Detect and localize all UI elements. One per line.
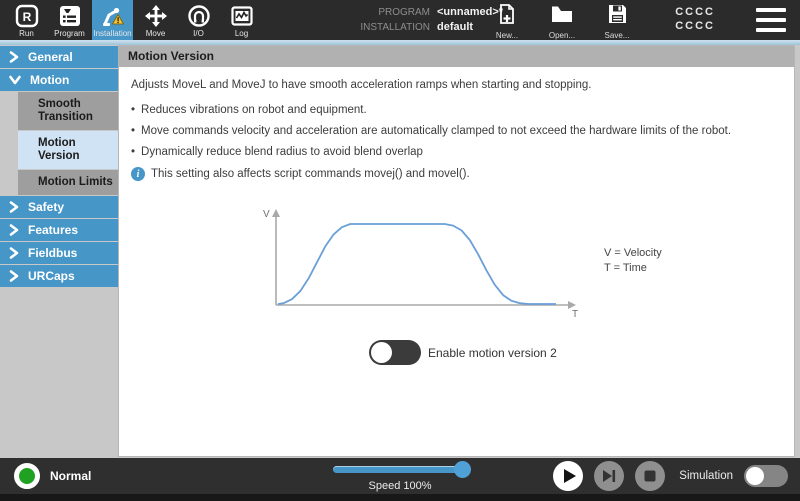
sidebar-item-features-label: Features bbox=[28, 223, 79, 237]
play-button[interactable] bbox=[553, 461, 583, 491]
robot-status[interactable] bbox=[14, 463, 91, 489]
legend-time: T = Time bbox=[604, 261, 647, 274]
step-forward-icon bbox=[602, 469, 616, 483]
step-button[interactable] bbox=[594, 461, 624, 491]
tab-log[interactable] bbox=[221, 0, 262, 40]
bottom-bar bbox=[0, 458, 800, 501]
simulation-label: Simulation bbox=[679, 470, 733, 482]
panel-body bbox=[119, 67, 794, 456]
speed-control bbox=[325, 461, 475, 492]
status-green-dot bbox=[14, 463, 40, 489]
sidebar-subitem-smooth-transition[interactable]: Smooth Transition bbox=[18, 92, 118, 130]
program-info bbox=[352, 6, 503, 34]
chevron-right-icon bbox=[9, 224, 19, 236]
sidebar-item-motion-label: Motion bbox=[30, 73, 70, 87]
intro-text: Adjusts MoveL and MoveJ to have smooth acceleration ramps when starting and stopping. bbox=[131, 79, 592, 91]
motion-version-panel bbox=[118, 45, 795, 457]
open-button[interactable] bbox=[543, 3, 581, 40]
io-plug-icon bbox=[187, 3, 211, 29]
move-arrows-icon bbox=[144, 3, 168, 29]
installation-name-value: default bbox=[437, 21, 474, 33]
tab-program-label: Program bbox=[54, 29, 85, 38]
tab-move[interactable] bbox=[135, 0, 176, 40]
tab-log-label: Log bbox=[234, 29, 249, 38]
sidebar-item-safety-label: Safety bbox=[28, 200, 65, 214]
save-button-label: Save... bbox=[604, 31, 630, 40]
bullet-dot: • bbox=[131, 125, 136, 137]
chevron-right-icon bbox=[9, 270, 19, 282]
enable-motion-version-toggle[interactable] bbox=[369, 340, 421, 365]
diagram-legend bbox=[604, 246, 662, 276]
motion-subnav bbox=[18, 92, 118, 195]
log-chart-icon bbox=[230, 3, 254, 29]
sidebar-item-safety[interactable] bbox=[0, 196, 118, 218]
top-bar bbox=[0, 0, 800, 40]
info-note bbox=[131, 167, 782, 181]
robot-arm-warning-icon bbox=[101, 3, 125, 29]
installation-sidebar bbox=[0, 45, 118, 458]
clock-display bbox=[675, 5, 715, 33]
enable-motion-version-row bbox=[369, 340, 782, 365]
speed-slider[interactable] bbox=[333, 466, 468, 473]
program-tree-icon bbox=[58, 3, 82, 29]
stop-icon bbox=[644, 470, 656, 482]
tab-run[interactable] bbox=[6, 0, 47, 40]
tab-installation[interactable] bbox=[92, 0, 133, 40]
sidebar-item-features[interactable] bbox=[0, 219, 118, 241]
page-title: Motion Version bbox=[119, 46, 794, 67]
tab-program[interactable] bbox=[49, 0, 90, 40]
program-label: PROGRAM bbox=[378, 7, 430, 18]
chevron-right-icon bbox=[9, 201, 19, 213]
tab-run-label: Run bbox=[19, 29, 34, 38]
tab-installation-label: Installation bbox=[93, 29, 132, 38]
status-text: Normal bbox=[50, 469, 92, 483]
stop-button[interactable] bbox=[635, 461, 665, 491]
middle-region bbox=[0, 45, 800, 458]
chevron-right-icon bbox=[9, 51, 19, 63]
bullet-text: Move commands velocity and acceleration are automatically clamped to not exceed the hardware limits of the robot. bbox=[141, 125, 732, 137]
sidebar-item-fieldbus-label: Fieldbus bbox=[28, 246, 78, 260]
tab-io-label: I/O bbox=[193, 29, 204, 38]
tab-move-label: Move bbox=[145, 29, 166, 38]
clock-line-1: CCCC bbox=[675, 6, 715, 18]
chevron-down-icon bbox=[9, 75, 21, 85]
play-icon bbox=[564, 469, 576, 483]
bullet-item bbox=[131, 104, 782, 116]
new-button-label: New... bbox=[495, 31, 519, 40]
bullet-text: Reduces vibrations on robot and equipment. bbox=[141, 104, 367, 116]
hamburger-menu-icon[interactable] bbox=[756, 8, 786, 32]
speed-label: Speed 100% bbox=[368, 480, 432, 492]
bullet-dot: • bbox=[131, 104, 136, 116]
file-actions bbox=[488, 3, 636, 40]
new-button[interactable] bbox=[488, 3, 526, 40]
sidebar-item-motion[interactable] bbox=[0, 69, 118, 91]
run-controls bbox=[553, 458, 788, 494]
simulation-toggle-knob bbox=[746, 467, 764, 485]
velocity-curve bbox=[256, 203, 586, 318]
main-tabs bbox=[0, 0, 262, 40]
bullet-dot: • bbox=[131, 146, 136, 158]
tab-io[interactable] bbox=[178, 0, 219, 40]
program-name-value: <unnamed>* bbox=[437, 6, 504, 18]
y-axis-label: V bbox=[263, 209, 270, 220]
sidebar-subitem-motion-limits[interactable]: Motion Limits bbox=[18, 170, 118, 195]
simulation-toggle[interactable] bbox=[744, 465, 788, 487]
sidebar-item-general[interactable] bbox=[0, 46, 118, 68]
open-button-label: Open... bbox=[548, 31, 576, 40]
info-note-text: This setting also affects script commands movej() and movel(). bbox=[151, 168, 470, 180]
bullet-item bbox=[131, 146, 782, 158]
toggle-knob bbox=[371, 342, 392, 363]
enable-motion-version-label: Enable motion version 2 bbox=[428, 345, 557, 360]
svg-text:R: R bbox=[22, 10, 31, 24]
info-icon: i bbox=[131, 167, 145, 181]
legend-velocity: V = Velocity bbox=[604, 246, 662, 259]
ur-logo-icon bbox=[15, 3, 39, 29]
bullet-text: Dynamically reduce blend radius to avoid blend overlap bbox=[141, 146, 423, 158]
save-floppy-icon bbox=[607, 3, 628, 30]
sidebar-item-fieldbus[interactable] bbox=[0, 242, 118, 264]
sidebar-subitem-motion-version[interactable]: Motion Version bbox=[18, 131, 118, 169]
chevron-right-icon bbox=[9, 247, 19, 259]
bullet-item bbox=[131, 125, 782, 137]
velocity-diagram-row bbox=[256, 203, 782, 318]
speed-slider-handle[interactable] bbox=[454, 461, 471, 478]
new-file-icon bbox=[497, 3, 517, 30]
clock-line-2: CCCC bbox=[675, 20, 715, 32]
x-axis-label: T bbox=[572, 309, 579, 318]
save-button[interactable] bbox=[598, 3, 636, 40]
open-folder-icon bbox=[550, 3, 574, 30]
sidebar-item-urcaps-label: URCaps bbox=[28, 269, 75, 283]
sidebar-item-urcaps[interactable] bbox=[0, 265, 118, 287]
sidebar-item-general-label: General bbox=[28, 50, 73, 64]
installation-label: INSTALLATION bbox=[360, 22, 430, 33]
